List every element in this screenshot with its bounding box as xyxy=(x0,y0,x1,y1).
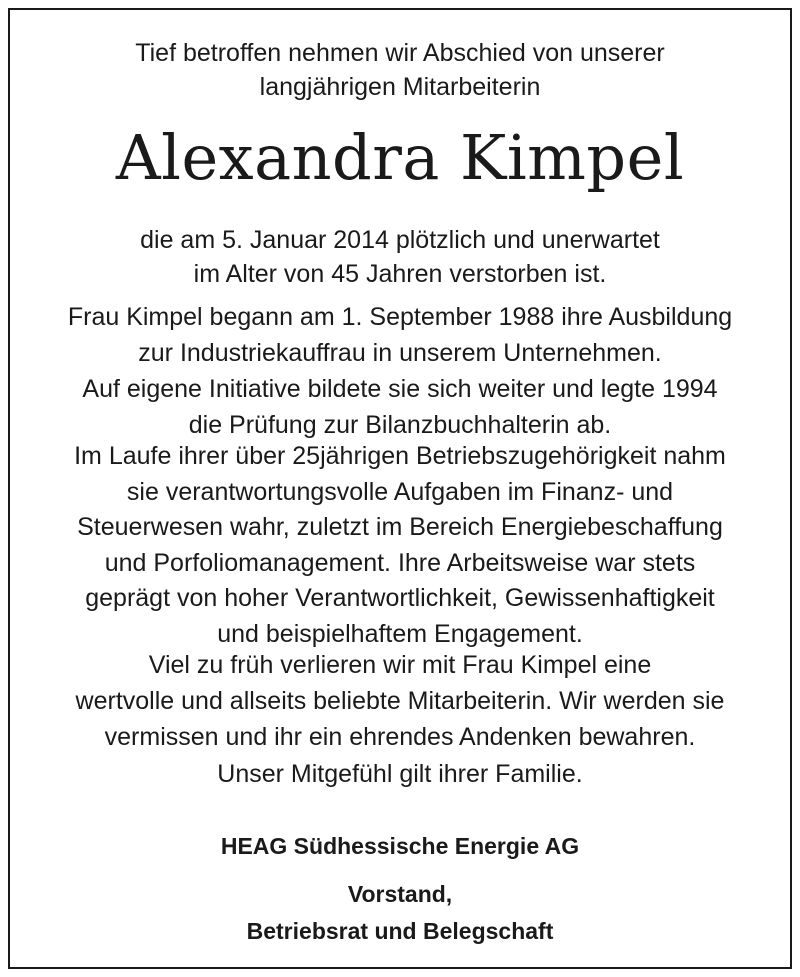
text-line: Unser Mitgefühl gilt ihrer Familie. xyxy=(217,760,583,788)
death-date-paragraph xyxy=(10,223,790,291)
text-line: wertvolle und allseits beliebte Mitarbeiterin. Wir werden sie xyxy=(75,687,725,715)
text-line: im Alter von 45 Jahren verstorben ist. xyxy=(193,260,607,288)
signatory-line: Vorstand, xyxy=(347,881,453,907)
obituary-notice xyxy=(8,8,792,969)
text-line: Viel zu früh verlieren wir mit Frau Kimpel eine xyxy=(148,651,652,679)
deceased-name: Alexandra Kimpel xyxy=(115,121,685,194)
text-line: und Porfoliomanagement. Ihre Arbeitsweise war stets xyxy=(104,548,696,577)
text-line: und beispielhaftem Engagement. xyxy=(217,619,583,648)
text-line: zur Industriekauffrau in unserem Unternehmen. xyxy=(138,339,662,367)
signatories xyxy=(10,876,790,950)
intro-line: langjährigen Mitarbeiterin xyxy=(259,73,541,101)
responsibilities-paragraph xyxy=(10,439,790,652)
text-line: Steuerwesen wahr, zuletzt im Bereich Energiebeschaffung xyxy=(77,513,723,541)
career-paragraph xyxy=(10,299,790,443)
company-name: HEAG Südhessische Energie AG xyxy=(220,833,580,859)
text-line: sie verantwortungsvolle Aufgaben im Finanz- und xyxy=(126,477,674,506)
text-line: vermissen und ihr ein ehrendes Andenken bewahren. xyxy=(104,723,696,751)
text-line: die Prüfung zur Bilanzbuchhalterin ab. xyxy=(188,411,612,439)
text-line: Auf eigene Initiative bildete sie sich weiter und legte 1994 xyxy=(82,375,718,403)
signatory-line: Betriebsrat und Belegschaft xyxy=(246,918,554,944)
text-line: geprägt von hoher Verantwortlichkeit, Gewissenhaftigkeit xyxy=(85,584,715,612)
condolence-paragraph xyxy=(10,757,790,791)
text-line: Frau Kimpel begann am 1. September 1988 ihre Ausbildung xyxy=(67,303,733,331)
farewell-paragraph xyxy=(10,647,790,755)
intro-line: Tief betroffen nehmen wir Abschied von unserer xyxy=(135,39,665,67)
text-line: die am 5. Januar 2014 plötzlich und unerwartet xyxy=(140,226,660,254)
text-line: Im Laufe ihrer über 25jährigen Betriebszugehörigkeit nahm xyxy=(74,442,726,470)
intro-text xyxy=(10,36,790,104)
